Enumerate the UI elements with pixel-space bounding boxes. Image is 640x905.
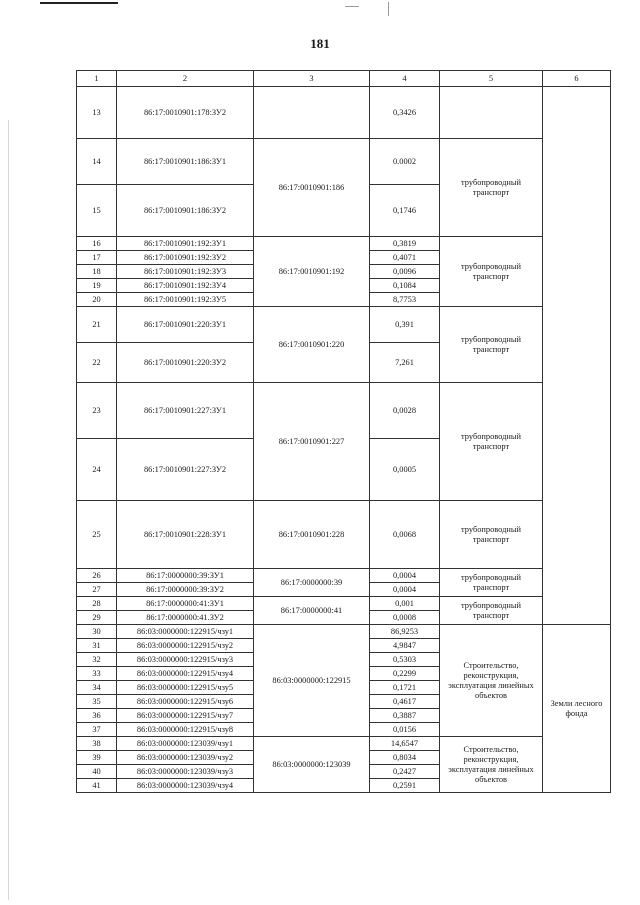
permitted-use (440, 87, 543, 139)
plot-area: 0,1721 (370, 681, 440, 695)
plot-cadastral-number: 86:03:0000000:122915/чзу6 (117, 695, 254, 709)
plot-area: 0,0008 (370, 611, 440, 625)
plot-area: 7,261 (370, 343, 440, 383)
scan-mark (345, 6, 359, 7)
row-number: 18 (77, 265, 117, 279)
land-plot-table (76, 70, 611, 793)
row-number: 15 (77, 185, 117, 237)
row-number: 13 (77, 87, 117, 139)
parent-cadastral-number: 86:17:0000000:39 (254, 569, 370, 597)
plot-area: 0,4071 (370, 251, 440, 265)
row-number: 33 (77, 667, 117, 681)
plot-area: 0,4617 (370, 695, 440, 709)
plot-cadastral-number: 86:17:0010901:227:ЗУ1 (117, 383, 254, 439)
row-number: 24 (77, 439, 117, 501)
row-number: 19 (77, 279, 117, 293)
plot-area: 4,9847 (370, 639, 440, 653)
plot-cadastral-number: 86:17:0010901:192:ЗУ5 (117, 293, 254, 307)
plot-area: 0,2427 (370, 765, 440, 779)
table-row (77, 625, 611, 639)
permitted-use: Строительство, реконструкция, эксплуатация линейных объектов (440, 737, 543, 793)
row-number: 39 (77, 751, 117, 765)
plot-cadastral-number: 86:03:0000000:122915/чзу7 (117, 709, 254, 723)
parent-cadastral-number: 86:03:0000000:123039 (254, 737, 370, 793)
parent-cadastral-number: 86:17:0010901:192 (254, 237, 370, 307)
permitted-use: трубопроводный транспорт (440, 383, 543, 501)
parent-cadastral-number (254, 87, 370, 139)
parent-cadastral-number: 86:17:0010901:228 (254, 501, 370, 569)
plot-area: 0,1084 (370, 279, 440, 293)
plot-cadastral-number: 86:03:0000000:123039/чзу3 (117, 765, 254, 779)
plot-cadastral-number: 86:17:0010901:186:ЗУ1 (117, 139, 254, 185)
page-number: 181 (310, 36, 330, 51)
plot-cadastral-number: 86:03:0000000:122915/чзу5 (117, 681, 254, 695)
plot-area: 0,5303 (370, 653, 440, 667)
plot-area: 86,9253 (370, 625, 440, 639)
column-header: 4 (370, 71, 440, 87)
land-category (543, 87, 611, 625)
table-row (77, 501, 611, 569)
plot-cadastral-number: 86:17:0010901:192:ЗУ3 (117, 265, 254, 279)
row-number: 31 (77, 639, 117, 653)
table-row (77, 237, 611, 251)
table-row (77, 569, 611, 583)
plot-area: 0,1746 (370, 185, 440, 237)
table-row (77, 737, 611, 751)
parent-cadastral-number: 86:17:0010901:227 (254, 383, 370, 501)
plot-area: 0,2591 (370, 779, 440, 793)
permitted-use: трубопроводный транспорт (440, 139, 543, 237)
row-number: 34 (77, 681, 117, 695)
plot-area: 0,0156 (370, 723, 440, 737)
permitted-use: трубопроводный транспорт (440, 597, 543, 625)
column-header: 5 (440, 71, 543, 87)
row-number: 21 (77, 307, 117, 343)
plot-cadastral-number: 86:17:0010901:178:ЗУ2 (117, 87, 254, 139)
row-number: 28 (77, 597, 117, 611)
parent-cadastral-number: 86:17:0000000:41 (254, 597, 370, 625)
plot-cadastral-number: 86:17:0000000:41:ЗУ1 (117, 597, 254, 611)
plot-cadastral-number: 86:03:0000000:122915/чзу2 (117, 639, 254, 653)
plot-area: 0,8034 (370, 751, 440, 765)
plot-cadastral-number: 86:17:0010901:220:ЗУ2 (117, 343, 254, 383)
plot-area: 0,0004 (370, 569, 440, 583)
row-number: 35 (77, 695, 117, 709)
column-header: 2 (117, 71, 254, 87)
plot-cadastral-number: 86:03:0000000:122915/чзу1 (117, 625, 254, 639)
table-row (77, 139, 611, 185)
plot-cadastral-number: 86:03:0000000:123039/чзу1 (117, 737, 254, 751)
top-rule (40, 2, 118, 4)
plot-area: 0,0096 (370, 265, 440, 279)
row-number: 27 (77, 583, 117, 597)
row-number: 38 (77, 737, 117, 751)
plot-area: 0,0004 (370, 583, 440, 597)
plot-cadastral-number: 86:03:0000000:123039/чзу4 (117, 779, 254, 793)
permitted-use: трубопроводный транспорт (440, 307, 543, 383)
plot-cadastral-number: 86:17:0010901:192:ЗУ4 (117, 279, 254, 293)
plot-cadastral-number: 86:03:0000000:122915/чзу8 (117, 723, 254, 737)
row-number: 25 (77, 501, 117, 569)
plot-area: 0,0005 (370, 439, 440, 501)
permitted-use: трубопроводный транспорт (440, 237, 543, 307)
plot-cadastral-number: 86:17:0000000:41.ЗУ2 (117, 611, 254, 625)
row-number: 26 (77, 569, 117, 583)
plot-area: 0,001 (370, 597, 440, 611)
plot-area: 14,6547 (370, 737, 440, 751)
land-category: Земли лесного фонда (543, 625, 611, 793)
plot-area: 0,391 (370, 307, 440, 343)
column-header: 1 (77, 71, 117, 87)
table-row (77, 383, 611, 439)
table-row (77, 597, 611, 611)
parent-cadastral-number: 86:03:0000000:122915 (254, 625, 370, 737)
row-number: 14 (77, 139, 117, 185)
permitted-use: трубопроводный транспорт (440, 501, 543, 569)
row-number: 32 (77, 653, 117, 667)
plot-area: 0,3426 (370, 87, 440, 139)
plot-cadastral-number: 86:17:0000000:39:ЗУ1 (117, 569, 254, 583)
permitted-use: Строительство, реконструкция, эксплуатация линейных объектов (440, 625, 543, 737)
plot-area: 0.0002 (370, 139, 440, 185)
plot-cadastral-number: 86:03:0000000:122915/чзу3 (117, 653, 254, 667)
plot-area: 0,2299 (370, 667, 440, 681)
row-number: 41 (77, 779, 117, 793)
plot-cadastral-number: 86:17:0010901:192:ЗУ1 (117, 237, 254, 251)
row-number: 30 (77, 625, 117, 639)
row-number: 23 (77, 383, 117, 439)
table-row (77, 87, 611, 139)
plot-cadastral-number: 86:03:0000000:122915/чзу4 (117, 667, 254, 681)
row-number: 17 (77, 251, 117, 265)
table-row (77, 307, 611, 343)
plot-area: 0,0028 (370, 383, 440, 439)
scan-edge (8, 120, 9, 900)
plot-cadastral-number: 86:17:0010901:186:ЗУ2 (117, 185, 254, 237)
row-number: 20 (77, 293, 117, 307)
header-row (77, 71, 611, 87)
plot-area: 0,3887 (370, 709, 440, 723)
plot-area: 0,3819 (370, 237, 440, 251)
parent-cadastral-number: 86:17:0010901:186 (254, 139, 370, 237)
column-header: 6 (543, 71, 611, 87)
row-number: 29 (77, 611, 117, 625)
plot-cadastral-number: 86:17:0010901:228:ЗУ1 (117, 501, 254, 569)
plot-cadastral-number: 86:03:0000000:123039/чзу2 (117, 751, 254, 765)
plot-cadastral-number: 86:17:0010901:192:ЗУ2 (117, 251, 254, 265)
plot-cadastral-number: 86:17:0000000:39:ЗУ2 (117, 583, 254, 597)
plot-area: 8,7753 (370, 293, 440, 307)
row-number: 37 (77, 723, 117, 737)
column-header: 3 (254, 71, 370, 87)
plot-cadastral-number: 86:17:0010901:227:ЗУ2 (117, 439, 254, 501)
plot-cadastral-number: 86:17:0010901:220:ЗУ1 (117, 307, 254, 343)
row-number: 16 (77, 237, 117, 251)
row-number: 36 (77, 709, 117, 723)
permitted-use: трубопроводный транспорт (440, 569, 543, 597)
row-number: 22 (77, 343, 117, 383)
scan-mark (388, 2, 389, 16)
parent-cadastral-number: 86:17:0010901:220 (254, 307, 370, 383)
plot-area: 0,0068 (370, 501, 440, 569)
row-number: 40 (77, 765, 117, 779)
